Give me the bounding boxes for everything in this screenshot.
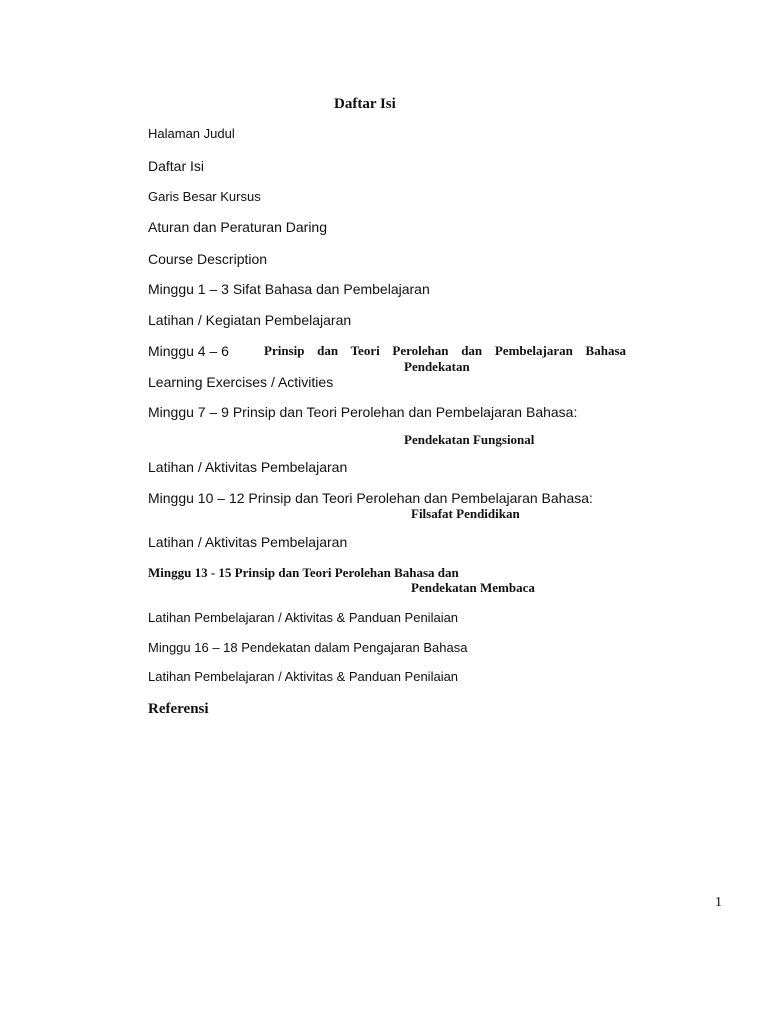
toc-entry-minggu-10-12: Minggu 10 – 12 Prinsip dan Teori Perolehan dan Pembelajaran Bahasa: (148, 490, 593, 506)
toc-entry-latihan-penilaian-2: Latihan Pembelajaran / Aktivitas & Panduan Penilaian (148, 669, 459, 684)
toc-entry-referensi: Referensi (148, 701, 209, 717)
toc-entry-minggu-4-6-title: Prinsip dan Teori Perolehan dan Pembelajaran Bahasa (264, 343, 626, 358)
toc-entry-minggu-10-12-sub: Filsafat Pendidikan (411, 506, 520, 521)
toc-entry-garis-besar: Garis Besar Kursus (148, 189, 261, 204)
toc-entry-halaman-judul: Halaman Judul (148, 126, 235, 141)
toc-entry-latihan-aktivitas-1: Latihan / Aktivitas Pembelajaran (148, 459, 348, 475)
toc-entry-minggu-13-15-sub: Pendekatan Membaca (411, 580, 535, 595)
page-title: Daftar Isi (334, 96, 396, 112)
toc-entry-minggu-7-9: Minggu 7 – 9 Prinsip dan Teori Perolehan dan Pembelajaran Bahasa: (148, 404, 578, 420)
toc-entry-latihan-aktivitas-2: Latihan / Aktivitas Pembelajaran (148, 534, 348, 550)
toc-entry-minggu-7-9-sub: Pendekatan Fungsional (404, 432, 535, 447)
toc-entry-latihan-penilaian-1: Latihan Pembelajaran / Aktivitas & Panduan Penilaian (148, 610, 459, 625)
toc-entry-latihan-kegiatan: Latihan / Kegiatan Pembelajaran (148, 312, 352, 328)
toc-entry-minggu-1-3: Minggu 1 – 3 Sifat Bahasa dan Pembelajaran (148, 281, 430, 297)
toc-entry-daftar-isi: Daftar Isi (148, 158, 205, 174)
toc-entry-minggu-13-15: Minggu 13 - 15 Prinsip dan Teori Perolehan Bahasa dan (148, 565, 459, 580)
toc-entry-course-description: Course Description (148, 251, 268, 267)
toc-entry-minggu-4-6-label: Minggu 4 – 6 (148, 343, 229, 359)
toc-entry-aturan: Aturan dan Peraturan Daring (148, 219, 327, 235)
toc-entry-minggu-16-18: Minggu 16 – 18 Pendekatan dalam Pengajaran Bahasa (148, 640, 468, 655)
page-number: 1 (715, 895, 722, 910)
toc-entry-minggu-4-6-sub: Pendekatan (404, 359, 470, 374)
toc-entry-learning-exercises: Learning Exercises / Activities (148, 374, 334, 390)
